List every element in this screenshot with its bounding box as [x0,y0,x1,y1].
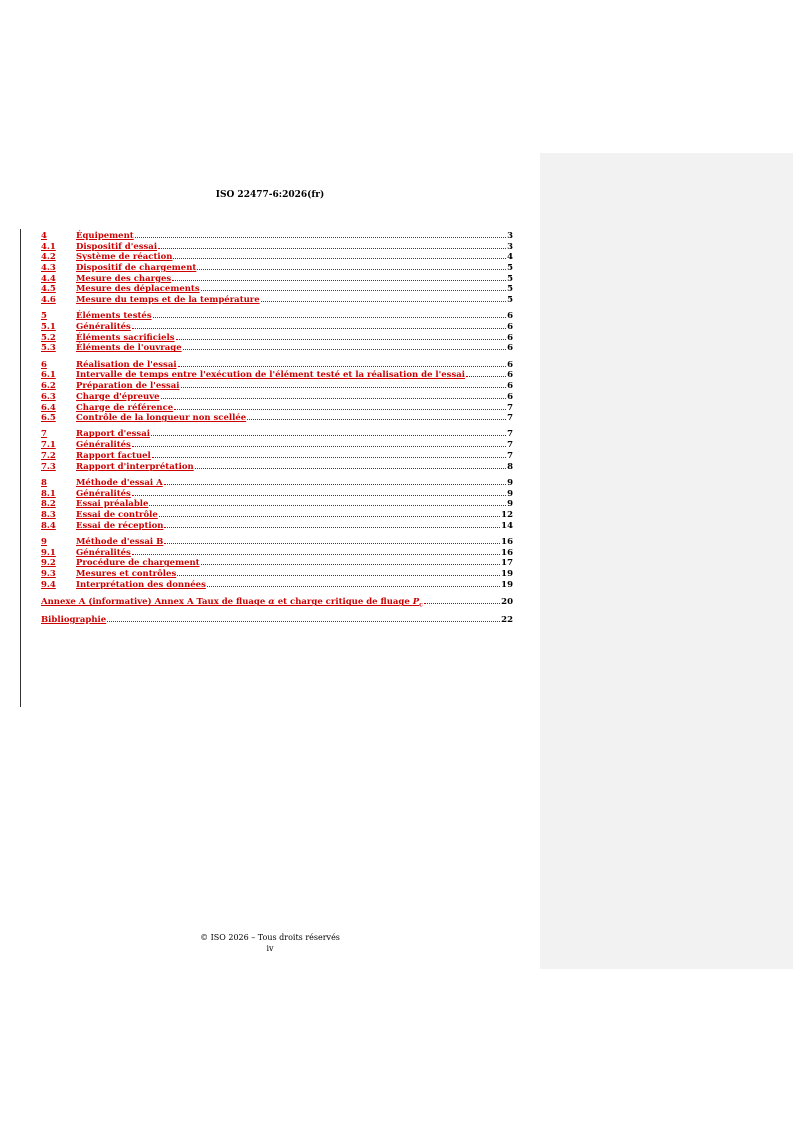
toc-entry[interactable] [41,461,513,472]
toc-page-number: 19 [501,568,513,579]
toc-page-number: 6 [507,332,513,343]
toc-title: Dispositif de chargement [76,263,197,274]
page-footer [0,932,540,954]
toc-number: 8.2 [41,499,56,510]
toc-page-number: 5 [507,295,513,306]
toc-leader-dots [153,310,506,318]
toc-leader-dots [183,342,506,350]
toc-number: 7.2 [41,450,56,461]
toc-leader-dots [261,294,506,302]
toc-number: 4.1 [41,241,56,252]
toc-number: 5.2 [41,332,56,343]
toc-entry[interactable] [41,262,513,273]
toc-entry[interactable] [41,557,513,568]
toc-page-number: 7 [507,440,513,451]
toc-number: 9.2 [41,558,56,569]
toc-entry[interactable] [41,412,513,423]
toc-leader-dots [197,262,506,270]
toc-title: Préparation de l'essai [76,381,180,392]
toc-title: Interprétation des données [76,579,206,590]
toc-leader-dots [132,547,500,555]
toc-page-number: 9 [507,477,513,488]
toc-number: 6.5 [41,413,56,424]
toc-title: Dispositif d'essai [76,241,158,252]
toc-page-number: 6 [507,359,513,370]
toc-title: Essai de contrôle [76,509,158,520]
toc-leader-dots [172,273,506,281]
toc-title: Généralités [76,547,131,558]
toc-title: Mesure des déplacements [76,284,200,295]
annex-title-mid: et charge critique de fluage [274,597,413,608]
toc-leader-dots [164,520,500,528]
toc-number: 8 [41,477,47,488]
toc-title: Généralités [76,322,131,333]
toc-page-number: 14 [501,520,513,531]
toc-entry[interactable] [41,294,513,305]
toc-page-number: 4 [507,252,513,263]
toc-page-number: 17 [501,558,513,569]
toc-page-number: 16 [501,547,513,558]
toc-leader-dots [135,230,506,238]
toc-entry[interactable] [41,321,513,332]
toc-leader-dots [164,477,506,485]
toc-entry[interactable] [41,251,513,262]
toc-page-number: 5 [507,284,513,295]
toc-number: 8.4 [41,520,56,531]
toc-page-number: 6 [507,343,513,354]
toc-title: Éléments testés [76,311,152,322]
toc-number: 4.6 [41,295,56,306]
toc-page-number: 5 [507,273,513,284]
toc-title: Procédure de chargement [76,558,200,569]
toc-entry[interactable] [41,498,513,509]
copyright-notice: © ISO 2026 – Tous droits réservés [200,933,340,942]
toc-number: 4 [41,231,47,241]
toc-entry[interactable] [41,488,513,499]
toc-entry[interactable] [41,596,513,607]
toc-entry[interactable] [41,428,513,439]
toc-leader-dots [195,461,506,469]
toc-page-number: 3 [507,241,513,252]
toc-number: 7.3 [41,461,56,472]
toc-page-number: 16 [501,536,513,547]
toc-title: Charge de référence [76,402,174,413]
toc-entry[interactable] [41,509,513,520]
toc-leader-dots [132,439,506,447]
toc-entry[interactable] [41,439,513,450]
page-header: ISO 22477-6:2026(fr) [215,190,325,200]
toc-leader-dots [159,509,500,517]
toc-title: Méthode d'essai B [76,536,164,547]
toc-number: 8.3 [41,509,56,520]
toc-number: 6.1 [41,370,56,381]
toc-number: 7.1 [41,440,56,451]
table-of-contents [41,230,513,625]
toc-entry[interactable] [41,579,513,590]
toc-title: Éléments de l'ouvrage [76,343,182,354]
toc-entry[interactable] [41,568,513,579]
toc-page-number: 6 [507,391,513,402]
toc-leader-dots [161,391,507,399]
toc-entry[interactable] [41,369,513,380]
toc-entry[interactable] [41,332,513,343]
toc-title: Éléments sacrificiels [76,332,175,343]
toc-title: Généralités [76,488,131,499]
toc-leader-dots [132,321,506,329]
toc-leader-dots [151,428,506,436]
toc-number: 9.4 [41,579,56,590]
toc-leader-dots [177,568,500,576]
toc-title: Essai préalable [76,499,149,510]
toc-title: Rapport factuel [76,450,151,461]
toc-leader-dots [201,557,501,565]
toc-entry[interactable] [41,273,513,284]
toc-leader-dots [173,251,506,259]
toc-title: Généralités [76,440,131,451]
toc-entry[interactable] [41,342,513,353]
toc-leader-dots [107,614,500,622]
toc-entry[interactable] [41,536,513,547]
toc-page-number: 6 [507,311,513,322]
toc-page-number: 5 [507,263,513,274]
toc-title: Mesures et contrôles [76,568,177,579]
toc-number: 5.1 [41,322,56,333]
toc-entry[interactable] [41,402,513,413]
toc-bibliography-title: Bibliographie [41,614,107,625]
toc-leader-dots [174,402,506,410]
toc-leader-dots [201,283,506,291]
toc-number: 6 [41,359,47,370]
toc-annex-title [41,597,423,611]
toc-entry[interactable] [41,359,513,370]
annex-pc-subscript: c [419,601,423,609]
toc-number: 9.3 [41,568,56,579]
toc-title: Intervalle de temps entre l'exécution de l'élément testé et la réalisation de l'essai [76,370,465,381]
toc-page-number: 7 [507,402,513,413]
toc-leader-dots [132,488,506,496]
toc-leader-dots [181,380,507,388]
toc-page-number: 7 [507,429,513,440]
toc-number: 9 [41,536,47,547]
toc-leader-dots [152,450,506,458]
toc-number: 5 [41,311,47,322]
annex-alpha-symbol: α [268,597,275,608]
toc-page-number: 20 [501,597,513,608]
toc-page-number: 9 [507,488,513,499]
comment-pane [540,153,793,969]
toc-leader-dots [149,498,506,506]
toc-page-number: 19 [501,579,513,590]
toc-number: 7 [41,429,47,440]
toc-entry[interactable] [41,450,513,461]
toc-page-number: 7 [507,413,513,424]
toc-page-number: 6 [507,370,513,381]
annex-title-prefix: Annexe A (informative) Annex A Taux de fluage [41,597,269,608]
toc-entry[interactable] [41,310,513,321]
toc-number: 4.2 [41,252,56,263]
toc-page-number: 6 [507,322,513,333]
toc-number: 9.1 [41,547,56,558]
toc-page-number: 12 [501,509,513,520]
toc-page-number: 22 [501,614,513,625]
toc-title: Réalisation de l'essai [76,359,177,370]
page-number: iv [266,944,274,953]
toc-page-number: 8 [507,461,513,472]
toc-title: Système de réaction [76,252,173,263]
toc-page-number: 3 [507,231,513,241]
toc-number: 4.4 [41,273,56,284]
toc-entry[interactable] [41,380,513,391]
toc-entry[interactable] [41,547,513,558]
toc-page-number: 7 [507,450,513,461]
toc-entry[interactable] [41,241,513,252]
toc-entry[interactable] [41,230,513,241]
toc-leader-dots [466,369,506,377]
toc-number: 4.3 [41,263,56,274]
toc-page-number: 9 [507,499,513,510]
toc-title: Équipement [76,231,134,241]
toc-leader-dots [164,536,500,544]
toc-number: 4.5 [41,284,56,295]
toc-number: 6.4 [41,402,56,413]
annex-pc-symbol: P [412,597,420,608]
toc-leader-dots [158,241,506,249]
toc-leader-dots [176,332,507,340]
toc-title: Essai de réception [76,520,164,531]
change-bar [20,229,21,707]
toc-number: 5.3 [41,343,56,354]
toc-title: Rapport d'essai [76,429,150,440]
toc-title: Mesure des charges [76,273,172,284]
toc-leader-dots [178,359,507,367]
toc-number: 6.2 [41,381,56,392]
toc-number: 6.3 [41,391,56,402]
toc-entry[interactable] [41,614,513,625]
toc-title: Charge d'épreuve [76,391,160,402]
toc-leader-dots [207,579,500,587]
toc-title: Rapport d'interprétation [76,461,194,472]
toc-leader-dots [247,412,506,420]
toc-entry[interactable] [41,283,513,294]
toc-title: Méthode d'essai A [76,477,163,488]
toc-entry[interactable] [41,391,513,402]
toc-title: Mesure du temps et de la température [76,295,260,306]
toc-leader-dots [424,596,500,604]
toc-entry[interactable] [41,477,513,488]
toc-entry[interactable] [41,520,513,531]
toc-title: Contrôle de la longueur non scellée [76,413,247,424]
toc-number: 8.1 [41,488,56,499]
toc-page-number: 6 [507,381,513,392]
